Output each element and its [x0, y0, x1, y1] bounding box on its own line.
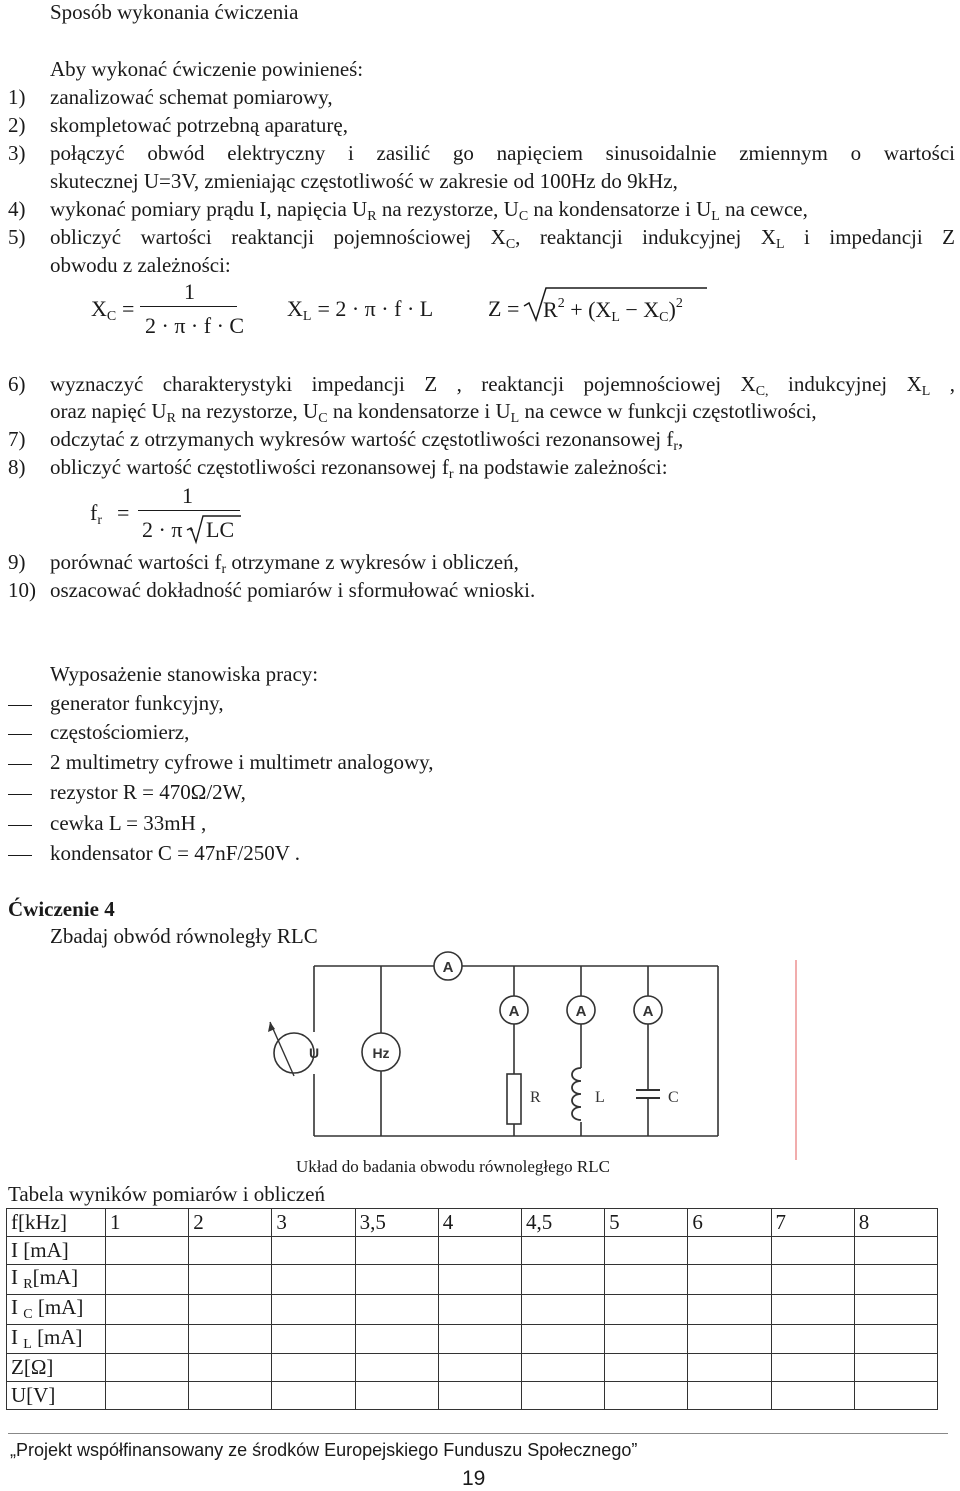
page-number: 19	[462, 1467, 486, 1490]
list-dash	[8, 764, 32, 765]
table-header-cell: 1	[106, 1209, 189, 1237]
table-header-cell: f[kHz]	[7, 1209, 106, 1237]
table-row	[7, 1265, 938, 1295]
intro-text: Aby wykonać ćwiczenie powinieneś:	[50, 57, 364, 81]
list-dash	[8, 794, 32, 795]
step-number: 5)	[8, 225, 26, 249]
list-dash	[8, 825, 32, 826]
step-text-continued: obwodu z zależności:	[50, 253, 231, 277]
svg-text:Hz: Hz	[372, 1045, 390, 1061]
step-number: 8)	[8, 455, 26, 479]
svg-text:C: C	[668, 1089, 679, 1106]
step-text: wykonać pomiary prądu I, napięcia $U_R$ na rezystorze, $U_C$ na kondensatorze i $U_L$ na cewce,	[50, 197, 808, 224]
list-item: generator funkcyjny,	[50, 691, 224, 715]
step-text-continued: skutecznej U=3V, zmieniając częstotliwość w zakresie od 100Hz do 9kHz,	[50, 169, 678, 193]
step-text: odczytać z otrzymanych wykresów wartość częstotliwości rezonansowej $f_r$,	[50, 427, 684, 454]
row-label: I $_L$ [mA]	[7, 1324, 106, 1354]
list-dash	[8, 705, 32, 706]
svg-text:A: A	[442, 959, 454, 976]
list-item: 2 multimetry cyfrowe i multimetr analogowy,	[50, 750, 434, 774]
svg-text:U: U	[308, 1045, 320, 1061]
list-item: kondensator C = 47nF/250V .	[50, 841, 301, 865]
table-header-cell: 8	[854, 1209, 937, 1237]
svg-text:R: R	[530, 1089, 541, 1106]
step-number: 4)	[8, 197, 26, 221]
step-number: 7)	[8, 427, 26, 451]
table-row	[7, 1294, 938, 1324]
table-header-cell: 2	[189, 1209, 272, 1237]
fraction-numerator: 1	[184, 279, 195, 304]
step-text: zanalizować schemat pomiarowy,	[50, 85, 333, 109]
table-row	[7, 1324, 938, 1354]
resistor-icon	[507, 1074, 521, 1124]
step-text: połączyć obwód elektryczny i zasilić go napięciem sinusoidalnie zmiennym o wartości	[50, 141, 955, 165]
step-text: obliczyć wartości reaktancji pojemnościowej $X_C$, reaktancji indukcyjnej $X_L$ i impedancji Z	[50, 225, 956, 252]
step-number: 2)	[8, 113, 26, 137]
footer-text: „Projekt współfinansowany ze środków Europejskiego Funduszu Społecznego”	[10, 1440, 638, 1460]
row-label: Z[Ω]	[7, 1354, 106, 1382]
svg-text:L: L	[595, 1089, 605, 1106]
inductor-icon	[572, 1068, 581, 1120]
table-title: Tabela wyników pomiarów i obliczeń	[8, 1182, 325, 1206]
table-row	[7, 1237, 938, 1265]
step-text: obliczyć wartość częstotliwości rezonansowej $f_r$ na podstawie zależności:	[50, 455, 668, 482]
step-text-continued: oraz napięć $U_R$ na rezystorze, $U_C$ na kondensatorze i $U_L$ na cewce w funkcji częstotliwości,	[50, 399, 817, 426]
step-text: porównać wartości $f_r$ otrzymane z wykresów i obliczeń,	[50, 550, 519, 577]
row-label: I $_C$ [mA]	[7, 1294, 106, 1324]
table-header-cell: 3,5	[355, 1209, 438, 1237]
circuit-caption: Układ do badania obwodu równoległego RLC	[296, 1157, 610, 1176]
step-number: 6)	[8, 372, 26, 396]
list-dash	[8, 855, 32, 856]
table-header-row	[7, 1209, 938, 1237]
equipment-title: Wyposażenie stanowiska pracy:	[50, 662, 319, 686]
table-row	[7, 1382, 938, 1410]
table-header-cell: 5	[605, 1209, 688, 1237]
table-header-cell: 4,5	[521, 1209, 604, 1237]
footer-divider	[8, 1433, 948, 1434]
exercise-subtitle: Zbadaj obwód równoległy RLC	[50, 924, 318, 948]
row-label: I [mA]	[7, 1237, 106, 1265]
fraction-numerator: 1	[182, 483, 193, 508]
table-row	[7, 1354, 938, 1382]
step-number: 9)	[8, 550, 26, 574]
svg-text:A: A	[575, 1003, 587, 1020]
table-header-cell: 3	[272, 1209, 355, 1237]
circuit-diagram	[0, 950, 960, 1160]
table-header-cell: 4	[438, 1209, 521, 1237]
step-text: wyznaczyć charakterystyki impedancji Z , reaktancji pojemnościowej $X_{C,}$ indukcyjnej $X_L$ ,	[50, 372, 955, 399]
step-text: oszacować dokładność pomiarów i sformułować wnioski.	[50, 578, 536, 602]
step-number: 3)	[8, 141, 26, 165]
svg-text:A: A	[508, 1003, 520, 1020]
table-header-cell: 7	[771, 1209, 854, 1237]
fraction-denominator: 2 · π · f · C	[145, 313, 245, 338]
row-label: I $_R$[mA]	[7, 1265, 106, 1295]
step-number: 1)	[8, 85, 26, 109]
step-text: skompletować potrzebną aparaturę,	[50, 113, 348, 137]
step-number: 10)	[8, 578, 36, 602]
table-header-cell: 6	[688, 1209, 771, 1237]
exercise-title: Ćwiczenie 4	[8, 897, 115, 921]
list-item: rezystor R = 470Ω/2W,	[50, 780, 246, 804]
row-label: U[V]	[7, 1382, 106, 1410]
list-dash	[8, 734, 32, 735]
list-item: cewka L = 33mH ,	[50, 811, 207, 835]
list-item: częstościomierz,	[50, 720, 190, 744]
results-table	[6, 1208, 938, 1410]
section-title: Sposób wykonania ćwiczenia	[50, 0, 299, 24]
svg-text:A: A	[642, 1003, 654, 1020]
